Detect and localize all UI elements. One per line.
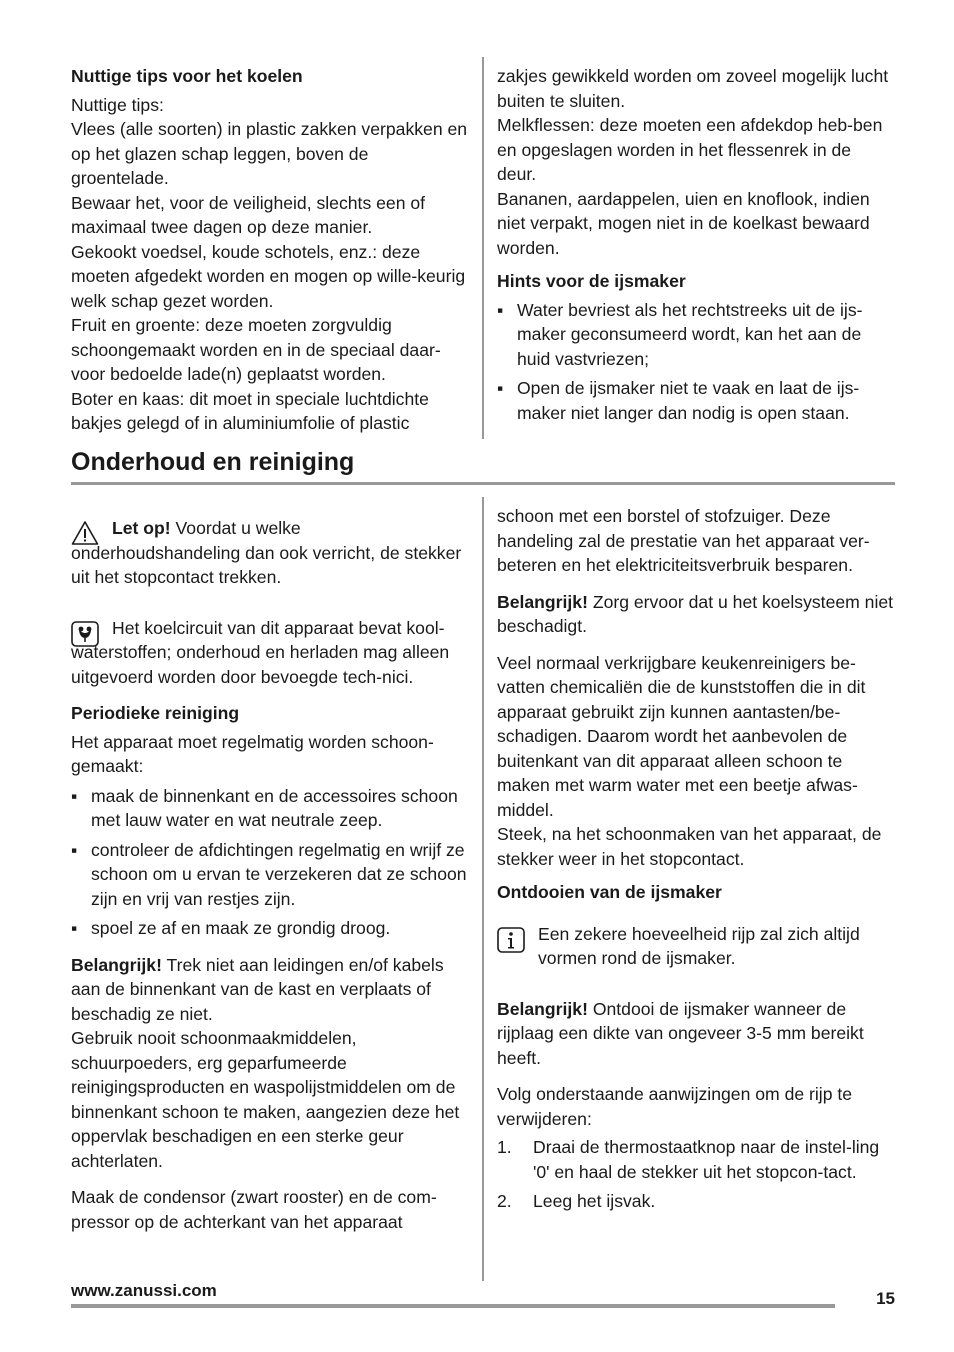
- column-divider-bottom: [482, 497, 484, 1281]
- important-text: Ontdooi de ijsmaker wanneer de rijplaag een dikte van ongeveer 3-5 mm bereikt heeft.: [497, 998, 864, 1068]
- cleaning-intro: Het apparaat moet regelmatig worden schoon-gemaakt:: [71, 731, 434, 776]
- section-title-rule: [71, 482, 895, 485]
- list-item: ▪ Open de ijsmaker niet te vaak en laat de ijs-maker niet langer dan nodig is open staan.: [497, 378, 860, 423]
- cleaning-list: [71, 784, 469, 941]
- list-item: ▪ controleer de afdichtingen regelmatig en wrijf ze schoon om u ervan te verzekeren dat ze schoon zijn en vrij van restjes zijn.: [71, 839, 467, 909]
- bullet-mark: ▪: [71, 839, 78, 860]
- important-label: Belangrijk!: [497, 998, 588, 1019]
- list-item: 2. Leeg het ijsvak.: [497, 1189, 895, 1214]
- list-item: 1. Draai de thermostaatknop naar de instel-ling '0' en haal de stekker uit het stopcon-tact.: [497, 1137, 880, 1182]
- condensor-text: Maak de condensor (zwart rooster) en de com-pressor op de achterkant van het apparaat: [71, 1187, 437, 1232]
- periodic-cleaning-heading: Periodieke reiniging: [71, 703, 240, 723]
- bullet-mark: ▪: [497, 299, 504, 320]
- environment-block: [71, 616, 469, 690]
- bottom-right-column: [497, 504, 895, 1214]
- bullet-mark: ▪: [497, 378, 504, 398]
- environment-icon: [71, 621, 99, 647]
- paragraph: Fruit en groente: deze moeten zorgvuldig schoongemaakt worden en in de speciaal daar-voor bedoelde lade(n) geplaatst worden.: [71, 315, 441, 384]
- step-number: 1.: [497, 1137, 512, 1157]
- top-right-column: [497, 64, 895, 425]
- section-title: Onderhoud en reiniging: [71, 448, 355, 476]
- column-divider-top: [482, 57, 484, 439]
- defrost-heading: Ontdooien van de ijsmaker: [497, 882, 722, 902]
- important-text: Zorg ervoor dat u het koelsysteem niet beschadigt.: [497, 591, 894, 636]
- never-use-text: Gebruik nooit schoonmaakmiddelen, schuurpoeders, erg geparfumeerde reinigingsproducten en waspolijstmiddelen om de binnenkant schoon te maken, aangezien deze het oppervlak beschadigen en een sterke geur achterlaten.: [71, 1028, 460, 1171]
- top-left-column: [71, 64, 471, 436]
- environment-text: Het koelcircuit van dit apparaat bevat kool-waterstoffen; onderhoud en herladen mag alleen uitgevoerd worden door bevoegde tech-nici.: [71, 617, 450, 687]
- warning-icon: [71, 520, 99, 546]
- bullet-mark: ▪: [71, 785, 78, 806]
- warning-label: Let op!: [112, 518, 171, 538]
- list-item: ▪ Water bevriest als het rechtstreeks uit de ijs-maker geconsumeerd wordt, kan het aan de huid vastvriezen;: [497, 299, 863, 369]
- step-number: 2.: [497, 1191, 512, 1211]
- info-icon: [497, 927, 525, 953]
- page-number: 15: [876, 1289, 895, 1308]
- paragraph: Vlees (alle soorten) in plastic zakken verpakken en op het glazen schap leggen, boven de groentelade.: [71, 119, 468, 188]
- footer-website[interactable]: www.zanussi.com: [71, 1281, 217, 1300]
- continued-text: schoon met een borstel of stofzuiger. Deze handeling zal de prestatie van het apparaat ver-beteren en het elektriciteitsverbruik besparen.: [497, 506, 870, 575]
- footer-rule: [71, 1304, 835, 1308]
- info-text: Een zekere hoeveelheid rijp zal zich altijd vormen rond de ijsmaker.: [538, 923, 860, 968]
- bullet-mark: ▪: [71, 918, 78, 938]
- paragraph: Gekookt voedsel, koude schotels, enz.: deze moeten afgedekt worden en mogen op wille-keurig welk schap gezet worden.: [71, 241, 466, 311]
- info-block: [497, 922, 895, 971]
- icemaker-hints-list: [497, 298, 895, 426]
- paragraph: Nuttige tips:: [71, 94, 164, 115]
- warning-text: Voordat u welke onderhoudshandeling dan ook verricht, de stekker uit het stopcontact trekken.: [71, 518, 462, 587]
- icemaker-hints-heading: Hints voor de ijsmaker: [497, 271, 686, 291]
- important-label: Belangrijk!: [71, 954, 162, 975]
- bottom-left-column: [71, 516, 469, 1234]
- follow-text: Volg onderstaande aanwijzingen om de rijp te verwijderen:: [497, 1084, 853, 1129]
- important-text: Trek niet aan leidingen en/of kabels aan de binnenkant van de kast en verplaats of beschadig ze niet.: [71, 954, 444, 1024]
- paragraph: Melkflessen: deze moeten een afdekdop heb-ben en opgeslagen worden in het flessenrek in de deur.: [497, 115, 883, 184]
- paragraph: zakjes gewikkeld worden om zoveel mogelijk lucht buiten te sluiten.: [497, 66, 889, 111]
- warning-block: [71, 516, 469, 590]
- paragraph: Bewaar het, voor de veiligheid, slechts een of maximaal twee dagen op deze manier.: [71, 192, 426, 237]
- cleaners-text: Veel normaal verkrijgbare keukenreinigers be-vatten chemicaliën die de kunststoffen die in dit apparaat gebruikt zijn kunnen aantasten/be-schadigen. Daarom wordt het aanbevolen de buitenkant van dit apparaat alleen schoon te maken met warm water met een beetje afwas-middel.: [497, 652, 866, 820]
- list-item: ▪ maak de binnenkant en de accessoires schoon met lauw water en wat neutrale zeep.: [71, 785, 458, 830]
- paragraph: Boter en kaas: dit moet in speciale luchtdichte bakjes gelegd of in aluminiumfolie of plastic: [71, 388, 429, 433]
- paragraph: Bananen, aardappelen, uien en knoflook, indien niet verpakt, mogen niet in de koelkast bewaard worden.: [497, 188, 870, 258]
- plug-text: Steek, na het schoonmaken van het apparaat, de stekker weer in het stopcontact.: [497, 824, 882, 869]
- list-item: ▪ spoel ze af en maak ze grondig droog.: [71, 916, 469, 941]
- defrost-steps: [497, 1135, 895, 1214]
- cooling-tips-heading: Nuttige tips voor het koelen: [71, 66, 303, 86]
- important-label: Belangrijk!: [497, 591, 588, 612]
